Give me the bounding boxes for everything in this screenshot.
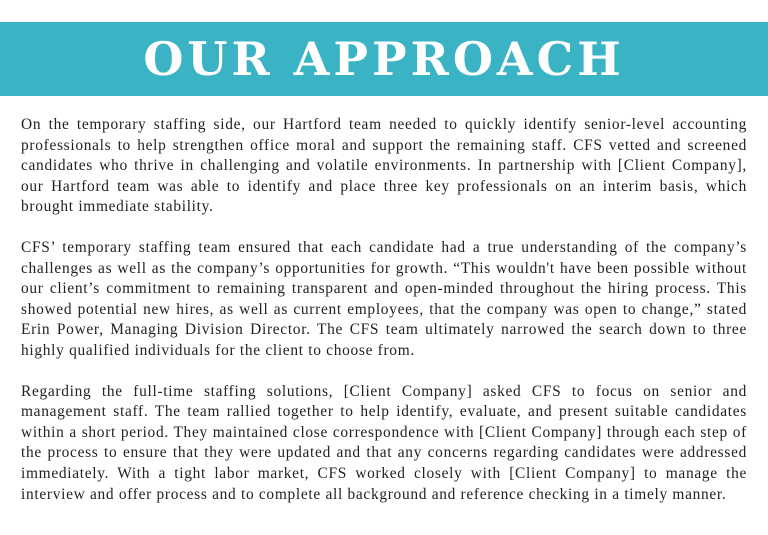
paragraph-temporary-staffing: On the temporary staffing side, our Hartford team needed to quickly identify senior-level accounting professionals to help strengthen office moral and support the remaining staff. CFS vetted and screened candidates who thrive in challenging and volatile environments. In partnership with [Client Company], our Hartford team was able to identify and place three key professionals on an interim basis, which brought immediate stability. <box>21 116 747 216</box>
title-banner <box>0 22 768 96</box>
paragraph-candidate-understanding: CFS’ temporary staffing team ensured that each candidate had a true understanding of the company’s challenges as well as the company’s opportunities for growth. “This wouldn't have been possible without our client’s commitment to remaining transparent and open-minded throughout the hiring process. This showed potential new hires, as well as current employees, that the company was open to change,” stated Erin Power, Managing Division Director. The CFS team ultimately narrowed the search down to three highly qualified individuals for the client to choose from. <box>21 238 747 359</box>
body-text <box>21 115 747 525</box>
page-title: OUR APPROACH <box>143 32 625 86</box>
paragraph-full-time-solutions: Regarding the full-time staffing solutions, [Client Company] asked CFS to focus on senior and management staff. The team rallied together to help identify, evaluate, and present suitable candidates within a short period. They maintained close correspondence with [Client Company] through each step of the process to ensure that they were updated and that any concerns regarding candidates were addressed immediately. With a tight labor market, CFS worked closely with [Client Company] to manage the interview and offer process and to complete all background and reference checking in a timely manner. <box>21 382 747 503</box>
